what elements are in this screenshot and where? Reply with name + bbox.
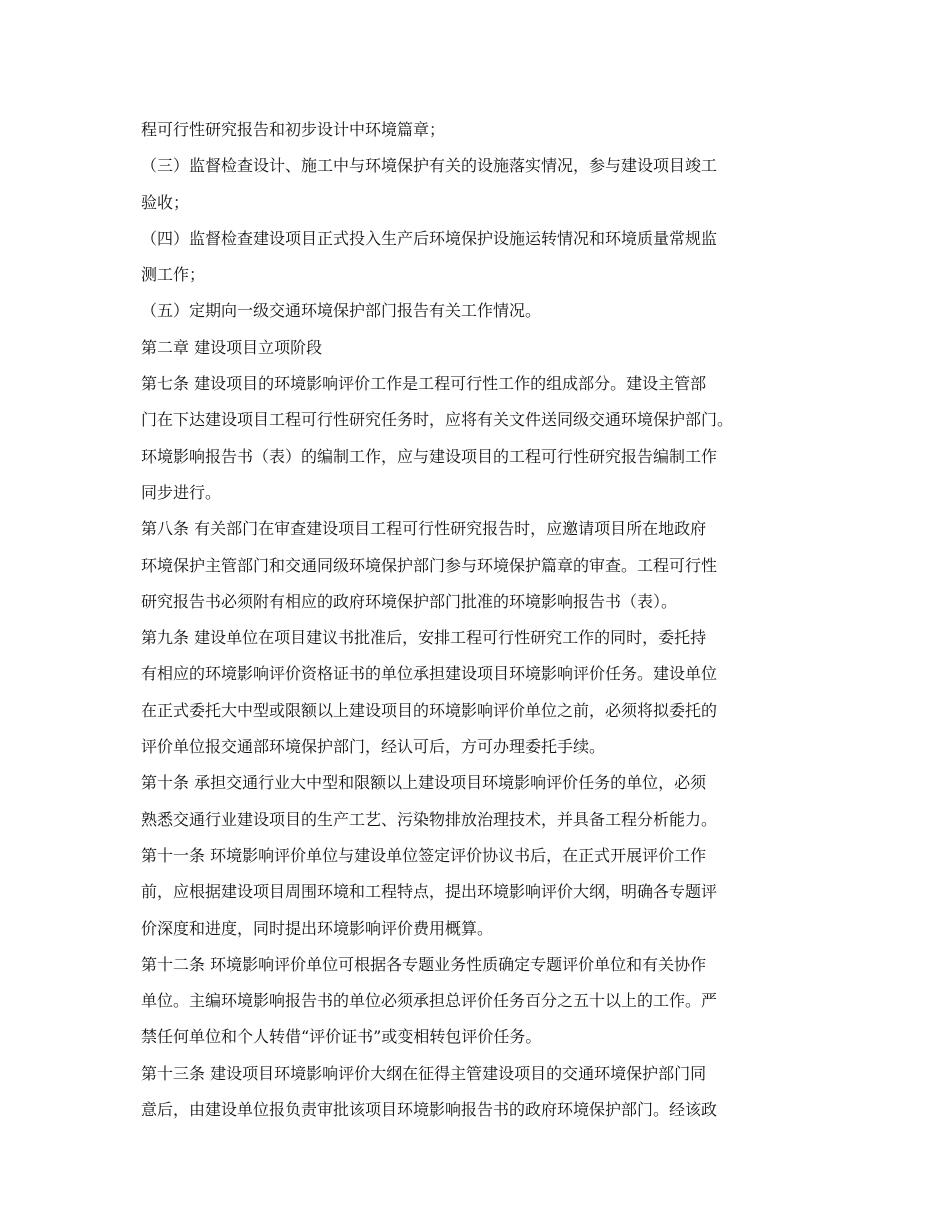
- text-line: 环境保护主管部门和交通同级环境保护部门参与环境保护篇章的审查。工程可行性: [141, 555, 718, 575]
- text-line: 有相应的环境影响评价资格证书的单位承担建设项目环境影响评价任务。建设单位: [141, 664, 718, 684]
- text-line: 第七条 建设项目的环境影响评价工作是工程可行性工作的组成部分。建设主管部: [141, 374, 707, 394]
- text-line: 门在下达建设项目工程可行性研究任务时，应将有关文件送同级交通环境保护部门。: [141, 410, 734, 430]
- text-line: （四）监督检查建设项目正式投入生产后环境保护设施运转情况和环境质量常规监: [141, 228, 718, 248]
- text-line: 程可行性研究报告和初步设计中环境篇章；: [141, 120, 446, 139]
- text-line: 第九条 建设单位在项目建议书批准后，安排工程可行性研究工作的同时，委托持: [141, 628, 707, 648]
- text-line: 测工作；: [141, 265, 206, 285]
- text-line: 验收；: [141, 192, 190, 212]
- text-line: 第八条 有关部门在审查建设项目工程可行性研究报告时，应邀请项目所在地政府: [141, 519, 707, 539]
- chapter-heading: 第二章 建设项目立项阶段: [141, 337, 323, 357]
- text-line: 前，应根据建设项目周围环境和工程特点，提出环境影响评价大纲，明确各专题评: [141, 882, 718, 902]
- text-line: 第十二条 环境影响评价单位可根据各专题业务性质确定专题评价单位和有关协作: [141, 954, 707, 974]
- text-line: 第十一条 环境影响评价单位与建设单位签定评价协议书后，在正式开展评价工作: [141, 845, 707, 865]
- text-line: 在正式委托大中型或限额以上建设项目的环境影响评价单位之前，必须将拟委托的: [141, 700, 718, 720]
- text-line: 单位。主编环境影响报告书的单位必须承担总评价任务百分之五十以上的工作。严: [141, 991, 718, 1011]
- text-line: 评价单位报交通部环境保护部门，经认可后，方可办理委托手续。: [141, 737, 606, 757]
- text-line: 禁任何单位和个人转借“评价证书”或变相转包评价任务。: [141, 1027, 542, 1047]
- text-line: 第十条 承担交通行业大中型和限额以上建设项目环境影响评价任务的单位，必须: [141, 773, 707, 793]
- text-line: 第十三条 建设项目环境影响评价大纲在征得主管建设项目的交通环境保护部门同: [141, 1063, 707, 1083]
- text-line: 熟悉交通行业建设项目的生产工艺、污染物排放治理技术，并具备工程分析能力。: [141, 809, 718, 829]
- text-line: 研究报告书必须附有相应的政府环境保护部门批准的环境影响报告书（表）。: [141, 591, 678, 611]
- text-line: 价深度和进度，同时提出环境影响评价费用概算。: [141, 918, 494, 938]
- document-body: [141, 112, 831, 1128]
- text-line: （五）定期向一级交通环境保护部门报告有关工作情况。: [141, 301, 542, 321]
- text-line: 意后，由建设单位报负责审批该项目环境影响报告书的政府环境保护部门。经该政: [141, 1100, 718, 1120]
- text-line: （三）监督检查设计、施工中与环境保护有关的设施落实情况，参与建设项目竣工: [141, 156, 718, 176]
- text-line: 环境影响报告书（表）的编制工作，应与建设项目的工程可行性研究报告编制工作: [141, 446, 718, 466]
- text-line: 同步进行。: [141, 482, 222, 502]
